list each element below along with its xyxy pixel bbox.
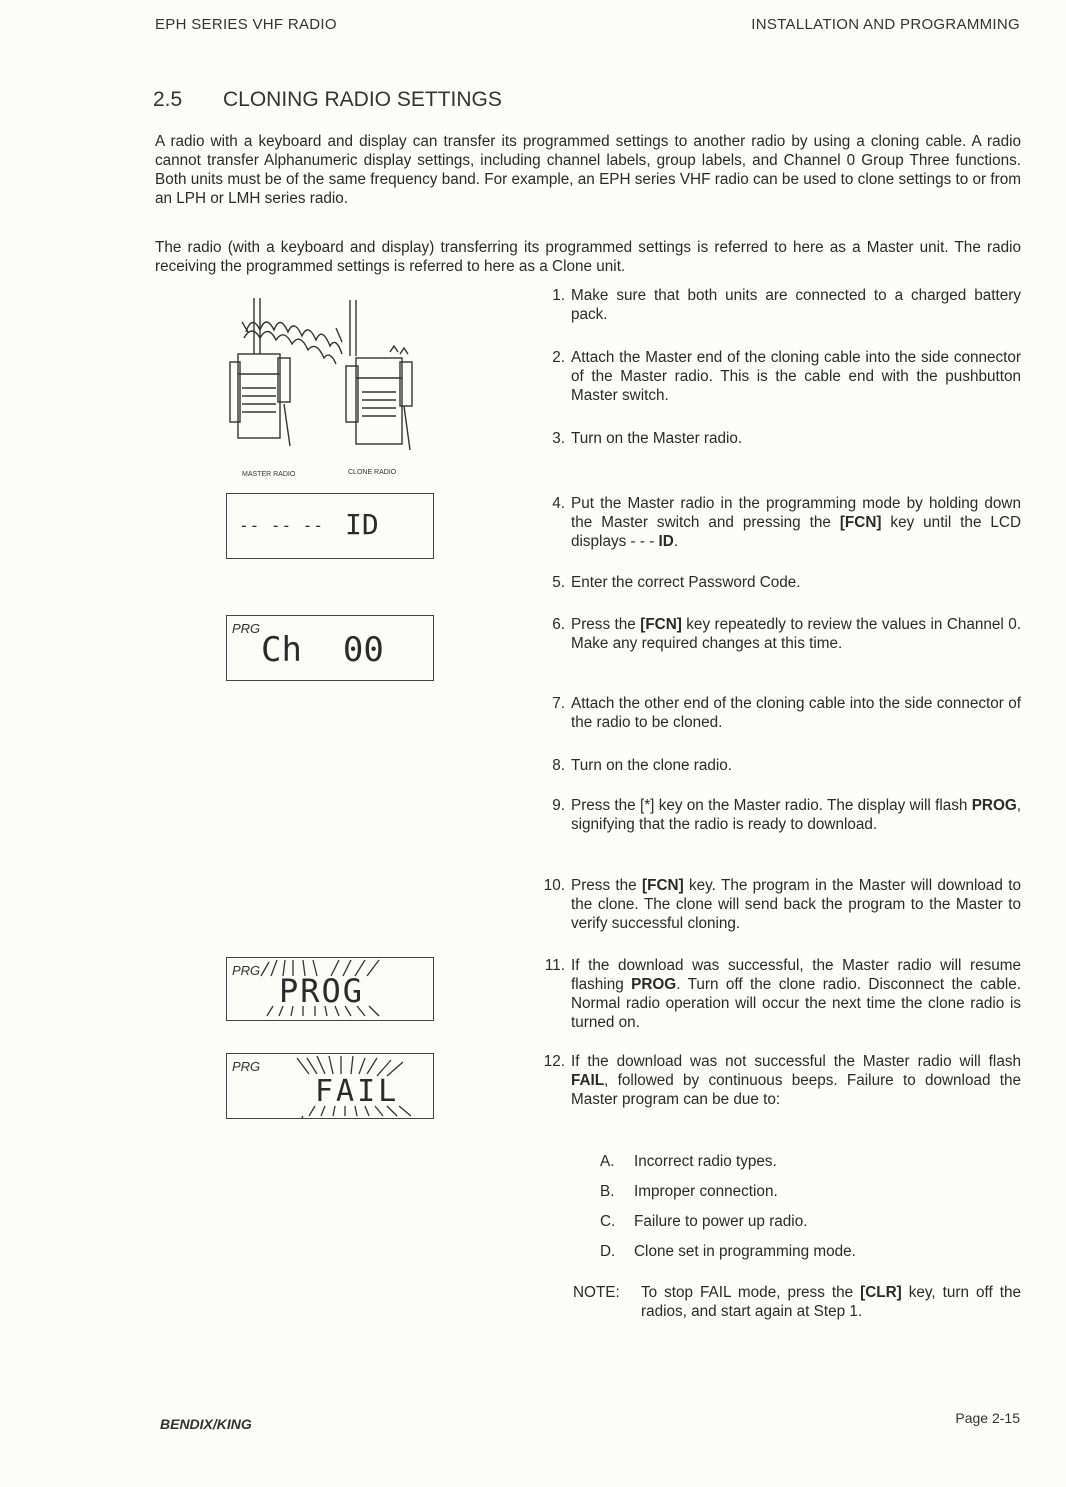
step-text-part: key repeatedly to review the values in Channel 0. Make any required changes at this time. [571, 616, 1021, 652]
lcd-prg-indicator: PRG [232, 963, 261, 978]
list-item [600, 1242, 856, 1261]
step-item [535, 876, 1021, 933]
list-item [600, 1182, 778, 1201]
step-text: Enter the correct Password Code. [571, 574, 801, 591]
display-prog: PROG [971, 797, 1017, 814]
note-text-part: key, turn off the radios, and start again at Step 1. [641, 1284, 1021, 1320]
step-text-part: Put the Master radio in the programming mode by holding down the Master switch and pressing the [571, 495, 1021, 531]
step-text [571, 796, 1021, 834]
step-text: Turn on the clone radio. [571, 757, 732, 774]
step-number: 12. [543, 1053, 565, 1070]
step-item [535, 494, 1021, 551]
step-text-part: If the download was not successful the Master radio will flash [571, 1053, 1021, 1070]
section-heading [153, 88, 502, 112]
lcd-display-channel [226, 615, 434, 681]
lcd-display-prog [226, 957, 434, 1021]
step-item [535, 1052, 1021, 1109]
lcd-channel-text: Ch 00 [261, 630, 384, 670]
step-number: 5. [552, 574, 565, 591]
display-prog: PROG [631, 976, 677, 993]
lcd-dashes: -- -- -- [239, 516, 325, 535]
step-text [571, 494, 1021, 551]
list-text: Incorrect radio types. [634, 1153, 777, 1170]
step-number: 6. [552, 616, 565, 633]
section-number: 2.5 [153, 88, 183, 111]
list-letter: A. [600, 1153, 615, 1170]
master-radio-caption: MASTER RADIO [242, 471, 296, 478]
note-text [641, 1283, 1021, 1321]
list-text: Clone set in programming mode. [634, 1243, 856, 1260]
footer-brand: BENDIX/KING [160, 1416, 252, 1432]
step-text-part: . Turn off the clone radio. Disconnect the cable. Normal radio operation will occur the next time the clone radio is turned on. [571, 976, 1021, 1031]
step-number: 4. [552, 495, 565, 512]
radios-cloning-illustration [224, 292, 436, 484]
list-text: Failure to power up radio. [634, 1213, 808, 1230]
list-letter: D. [600, 1243, 616, 1260]
note-label: NOTE: [573, 1284, 620, 1301]
step-text-part: If the download was successful, the Master radio will resume flashing [571, 957, 1021, 993]
step-number: 10. [543, 877, 565, 894]
lcd-prog-text: PROG [279, 972, 365, 1010]
lcd-display-fail [226, 1053, 434, 1119]
step-number: 1. [552, 287, 565, 304]
clone-radio-caption: CLONE RADIO [348, 469, 397, 476]
step-text: Make sure that both units are connected to a charged battery pack. [571, 287, 1021, 323]
lcd-fail-text: FAIL [315, 1074, 400, 1109]
step-number: 11. [544, 957, 565, 974]
step-text-part: Press the [571, 616, 641, 633]
display-fail: FAIL [571, 1072, 605, 1089]
step-item [535, 615, 1021, 653]
step-number: 9. [552, 797, 565, 814]
step-number: 8. [552, 757, 565, 774]
section-title: CLONING RADIO SETTINGS [223, 88, 502, 111]
note-block [573, 1283, 1021, 1321]
note-text-part: To stop FAIL mode, press the [641, 1284, 861, 1301]
key-fcn: [FCN] [839, 514, 882, 531]
step-text [571, 956, 1021, 1032]
step-item [535, 286, 1021, 324]
step-number: 2. [552, 349, 565, 366]
step-text: Turn on the Master radio. [571, 430, 743, 447]
step-text-part: Press the [*] key on the Master radio. The display will flash [571, 797, 972, 814]
intro-paragraph-1: A radio with a keyboard and display can transfer its programmed settings to another radio by using a cloning cable. A radio cannot transfer Alphanumeric display settings, including channel labels, group labels, and Channel 0 Group Three functions. Both units must be of the same frequency band. For example, an EPH series VHF radio can be used to clone settings to or from an LPH or LMH series radio. [155, 133, 1021, 207]
step-text-part: Press the [571, 877, 643, 894]
key-fcn: [FCN] [640, 616, 682, 633]
step-text: Attach the other end of the cloning cable into the side connector of the radio to be cloned. [571, 695, 1021, 731]
running-header-left: EPH SERIES VHF RADIO [155, 16, 337, 33]
key-fcn: [FCN] [642, 877, 684, 894]
list-letter: C. [600, 1213, 616, 1230]
list-letter: B. [600, 1183, 615, 1200]
step-item [535, 573, 1021, 592]
step-text-part: key. The program in the Master will download to the clone. The clone will send back the program to the Master to verify successful cloning. [571, 877, 1021, 932]
lcd-id-text: ID [345, 508, 379, 541]
step-text-part: , followed by continuous beeps. Failure to download the Master program can be due to: [571, 1072, 1021, 1108]
step-text-part: . [673, 533, 679, 550]
step-text-part: , signifying that the radio is ready to download. [571, 797, 1021, 833]
lcd-prg-indicator: PRG [232, 1059, 261, 1074]
step-item [535, 796, 1021, 834]
step-item [535, 429, 1021, 448]
running-header-right: INSTALLATION AND PROGRAMMING [751, 16, 1020, 33]
step-text [571, 1052, 1021, 1109]
lcd-display-id [226, 493, 434, 559]
step-number: 3. [552, 430, 565, 447]
step-text [571, 615, 1021, 653]
step-item [535, 694, 1021, 732]
step-item [535, 956, 1021, 1032]
lcd-prg-indicator: PRG [232, 621, 261, 636]
key-clr: [CLR] [860, 1284, 902, 1301]
step-item [535, 756, 1021, 775]
intro-paragraph-2: The radio (with a keyboard and display) transferring its programmed settings is referred to here as a Master unit. The radio receiving the programmed settings is referred to here as a Clone unit. [155, 239, 1021, 275]
list-text: Improper connection. [634, 1183, 778, 1200]
list-item [600, 1212, 807, 1231]
step-text [571, 876, 1021, 933]
page-number: Page 2-15 [955, 1410, 1020, 1426]
step-item [535, 348, 1021, 405]
step-text-part: key until the LCD displays - - - [571, 514, 1022, 550]
display-id: ID [658, 533, 674, 550]
list-item [600, 1152, 777, 1171]
step-text: Attach the Master end of the cloning cable into the side connector of the Master radio. This is the cable end with the pushbutton Master switch. [571, 349, 1021, 404]
step-number: 7. [552, 695, 565, 712]
